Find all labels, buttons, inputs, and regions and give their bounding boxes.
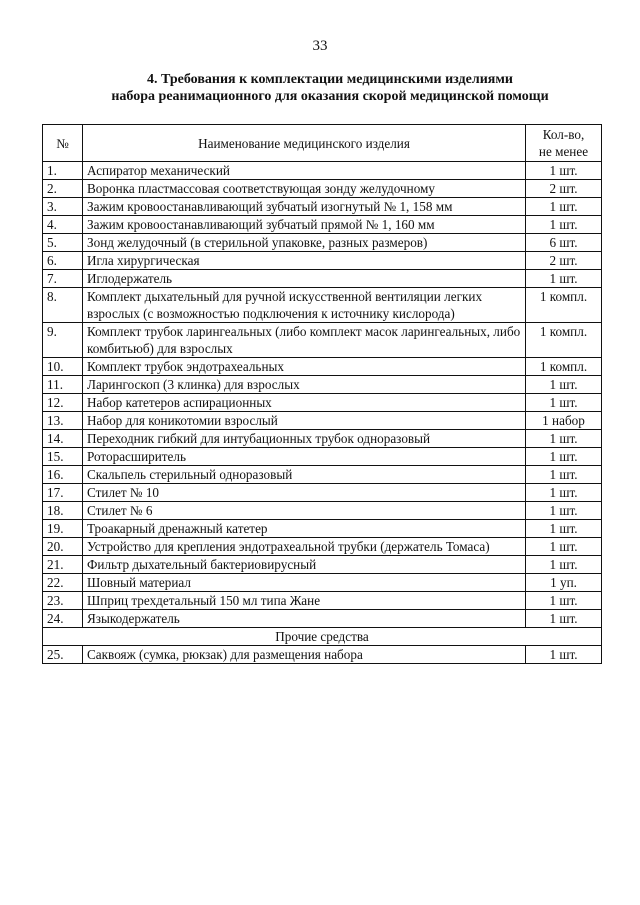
item-quantity: 1 шт. xyxy=(526,216,602,234)
item-name: Стилет № 6 xyxy=(83,502,526,520)
column-header-quantity xyxy=(526,125,602,162)
item-quantity: 6 шт. xyxy=(526,234,602,252)
section-row xyxy=(43,628,602,646)
table-row xyxy=(43,252,602,270)
item-name: Шовный материал xyxy=(83,574,526,592)
row-number: 15. xyxy=(43,448,83,466)
item-name: Иглодержатель xyxy=(83,270,526,288)
item-quantity: 1 шт. xyxy=(526,394,602,412)
table-row xyxy=(43,610,602,628)
item-quantity: 1 шт. xyxy=(526,376,602,394)
table-row xyxy=(43,394,602,412)
item-name: Троакарный дренажный катетер xyxy=(83,520,526,538)
table-row xyxy=(43,216,602,234)
item-name: Ларингоскоп (3 клинка) для взрослых xyxy=(83,376,526,394)
item-quantity: 1 шт. xyxy=(526,484,602,502)
row-number: 17. xyxy=(43,484,83,502)
row-number: 12. xyxy=(43,394,83,412)
table-row xyxy=(43,270,602,288)
table-row xyxy=(43,358,602,376)
item-quantity: 1 уп. xyxy=(526,574,602,592)
table-row xyxy=(43,502,602,520)
column-header-name: Наименование медицинского изделия xyxy=(83,125,526,162)
column-header-quantity-line-2: не менее xyxy=(538,144,589,159)
row-number: 5. xyxy=(43,234,83,252)
item-name: Зонд желудочный (в стерильной упаковке, разных размеров) xyxy=(83,234,526,252)
table-row xyxy=(43,538,602,556)
row-number: 16. xyxy=(43,466,83,484)
item-quantity: 1 шт. xyxy=(526,592,602,610)
item-quantity: 1 набор xyxy=(526,412,602,430)
item-name: Шприц трехдетальный 150 мл типа Жане xyxy=(83,592,526,610)
section-heading xyxy=(60,71,600,105)
row-number: 13. xyxy=(43,412,83,430)
item-quantity: 1 шт. xyxy=(526,466,602,484)
row-number: 4. xyxy=(43,216,83,234)
row-number: 25. xyxy=(43,646,83,664)
table-row xyxy=(43,520,602,538)
column-header-number: № xyxy=(43,125,83,162)
table-row xyxy=(43,162,602,180)
row-number: 11. xyxy=(43,376,83,394)
item-quantity: 1 шт. xyxy=(526,430,602,448)
item-quantity: 1 компл. xyxy=(526,358,602,376)
item-name: Стилет № 10 xyxy=(83,484,526,502)
table-row xyxy=(43,198,602,216)
row-number: 19. xyxy=(43,520,83,538)
row-number: 14. xyxy=(43,430,83,448)
table-row xyxy=(43,323,602,358)
table-row xyxy=(43,180,602,198)
table-row xyxy=(43,288,602,323)
item-quantity: 1 компл. xyxy=(526,288,602,323)
row-number: 9. xyxy=(43,323,83,358)
item-name: Устройство для крепления эндотрахеальной трубки (держатель Томаса) xyxy=(83,538,526,556)
table-row xyxy=(43,556,602,574)
table-row xyxy=(43,448,602,466)
item-quantity: 2 шт. xyxy=(526,180,602,198)
table-row xyxy=(43,646,602,664)
item-name: Аспиратор механический xyxy=(83,162,526,180)
page-number: 33 xyxy=(312,38,328,54)
row-number: 3. xyxy=(43,198,83,216)
item-name: Зажим кровоостанавливающий зубчатый изогнутый № 1, 158 мм xyxy=(83,198,526,216)
table-row xyxy=(43,234,602,252)
section-label: Прочие средства xyxy=(43,628,602,646)
table-row xyxy=(43,466,602,484)
item-name: Комплект трубок ларингеальных (либо комплект масок ларингеальных, либо комбитьюб) для взрослых xyxy=(83,323,526,358)
item-name: Языкодержатель xyxy=(83,610,526,628)
items-table xyxy=(42,124,602,664)
section-table-body xyxy=(43,646,602,664)
table-row xyxy=(43,412,602,430)
table-body xyxy=(43,162,602,628)
table-row xyxy=(43,592,602,610)
row-number: 20. xyxy=(43,538,83,556)
item-quantity: 1 шт. xyxy=(526,162,602,180)
row-number: 7. xyxy=(43,270,83,288)
table-header-row xyxy=(43,125,602,162)
item-name: Переходник гибкий для интубационных трубок одноразовый xyxy=(83,430,526,448)
item-name: Саквояж (сумка, рюкзак) для размещения набора xyxy=(83,646,526,664)
row-number: 6. xyxy=(43,252,83,270)
table-row xyxy=(43,574,602,592)
row-number: 1. xyxy=(43,162,83,180)
item-quantity: 1 шт. xyxy=(526,270,602,288)
row-number: 18. xyxy=(43,502,83,520)
item-quantity: 1 шт. xyxy=(526,448,602,466)
row-number: 24. xyxy=(43,610,83,628)
row-number: 2. xyxy=(43,180,83,198)
row-number: 10. xyxy=(43,358,83,376)
item-name: Набор для коникотомии взрослый xyxy=(83,412,526,430)
item-name: Комплект дыхательный для ручной искусственной вентиляции легких взрослых (с возможностью подключения к источнику кислорода) xyxy=(83,288,526,323)
item-quantity: 2 шт. xyxy=(526,252,602,270)
item-name: Комплект трубок эндотрахеальных xyxy=(83,358,526,376)
item-quantity: 1 шт. xyxy=(526,502,602,520)
item-name: Роторасширитель xyxy=(83,448,526,466)
heading-line-1: 4. Требования к комплектации медицинскими изделиями xyxy=(147,72,513,87)
item-quantity: 1 шт. xyxy=(526,538,602,556)
item-quantity: 1 шт. xyxy=(526,556,602,574)
item-name: Набор катетеров аспирационных xyxy=(83,394,526,412)
item-name: Зажим кровоостанавливающий зубчатый прямой № 1, 160 мм xyxy=(83,216,526,234)
item-quantity: 1 компл. xyxy=(526,323,602,358)
heading-line-2: набора реанимационного для оказания скорой медицинской помощи xyxy=(111,89,549,104)
item-quantity: 1 шт. xyxy=(526,610,602,628)
row-number: 23. xyxy=(43,592,83,610)
row-number: 8. xyxy=(43,288,83,323)
table-row xyxy=(43,484,602,502)
item-quantity: 1 шт. xyxy=(526,198,602,216)
table-row xyxy=(43,376,602,394)
table-row xyxy=(43,430,602,448)
row-number: 21. xyxy=(43,556,83,574)
item-quantity: 1 шт. xyxy=(526,646,602,664)
row-number: 22. xyxy=(43,574,83,592)
item-quantity: 1 шт. xyxy=(526,520,602,538)
item-name: Скальпель стерильный одноразовый xyxy=(83,466,526,484)
item-name: Игла хирургическая xyxy=(83,252,526,270)
column-header-quantity-line-1: Кол-во, xyxy=(542,127,585,142)
item-name: Фильтр дыхательный бактериовирусный xyxy=(83,556,526,574)
item-name: Воронка пластмассовая соответствующая зонду желудочному xyxy=(83,180,526,198)
